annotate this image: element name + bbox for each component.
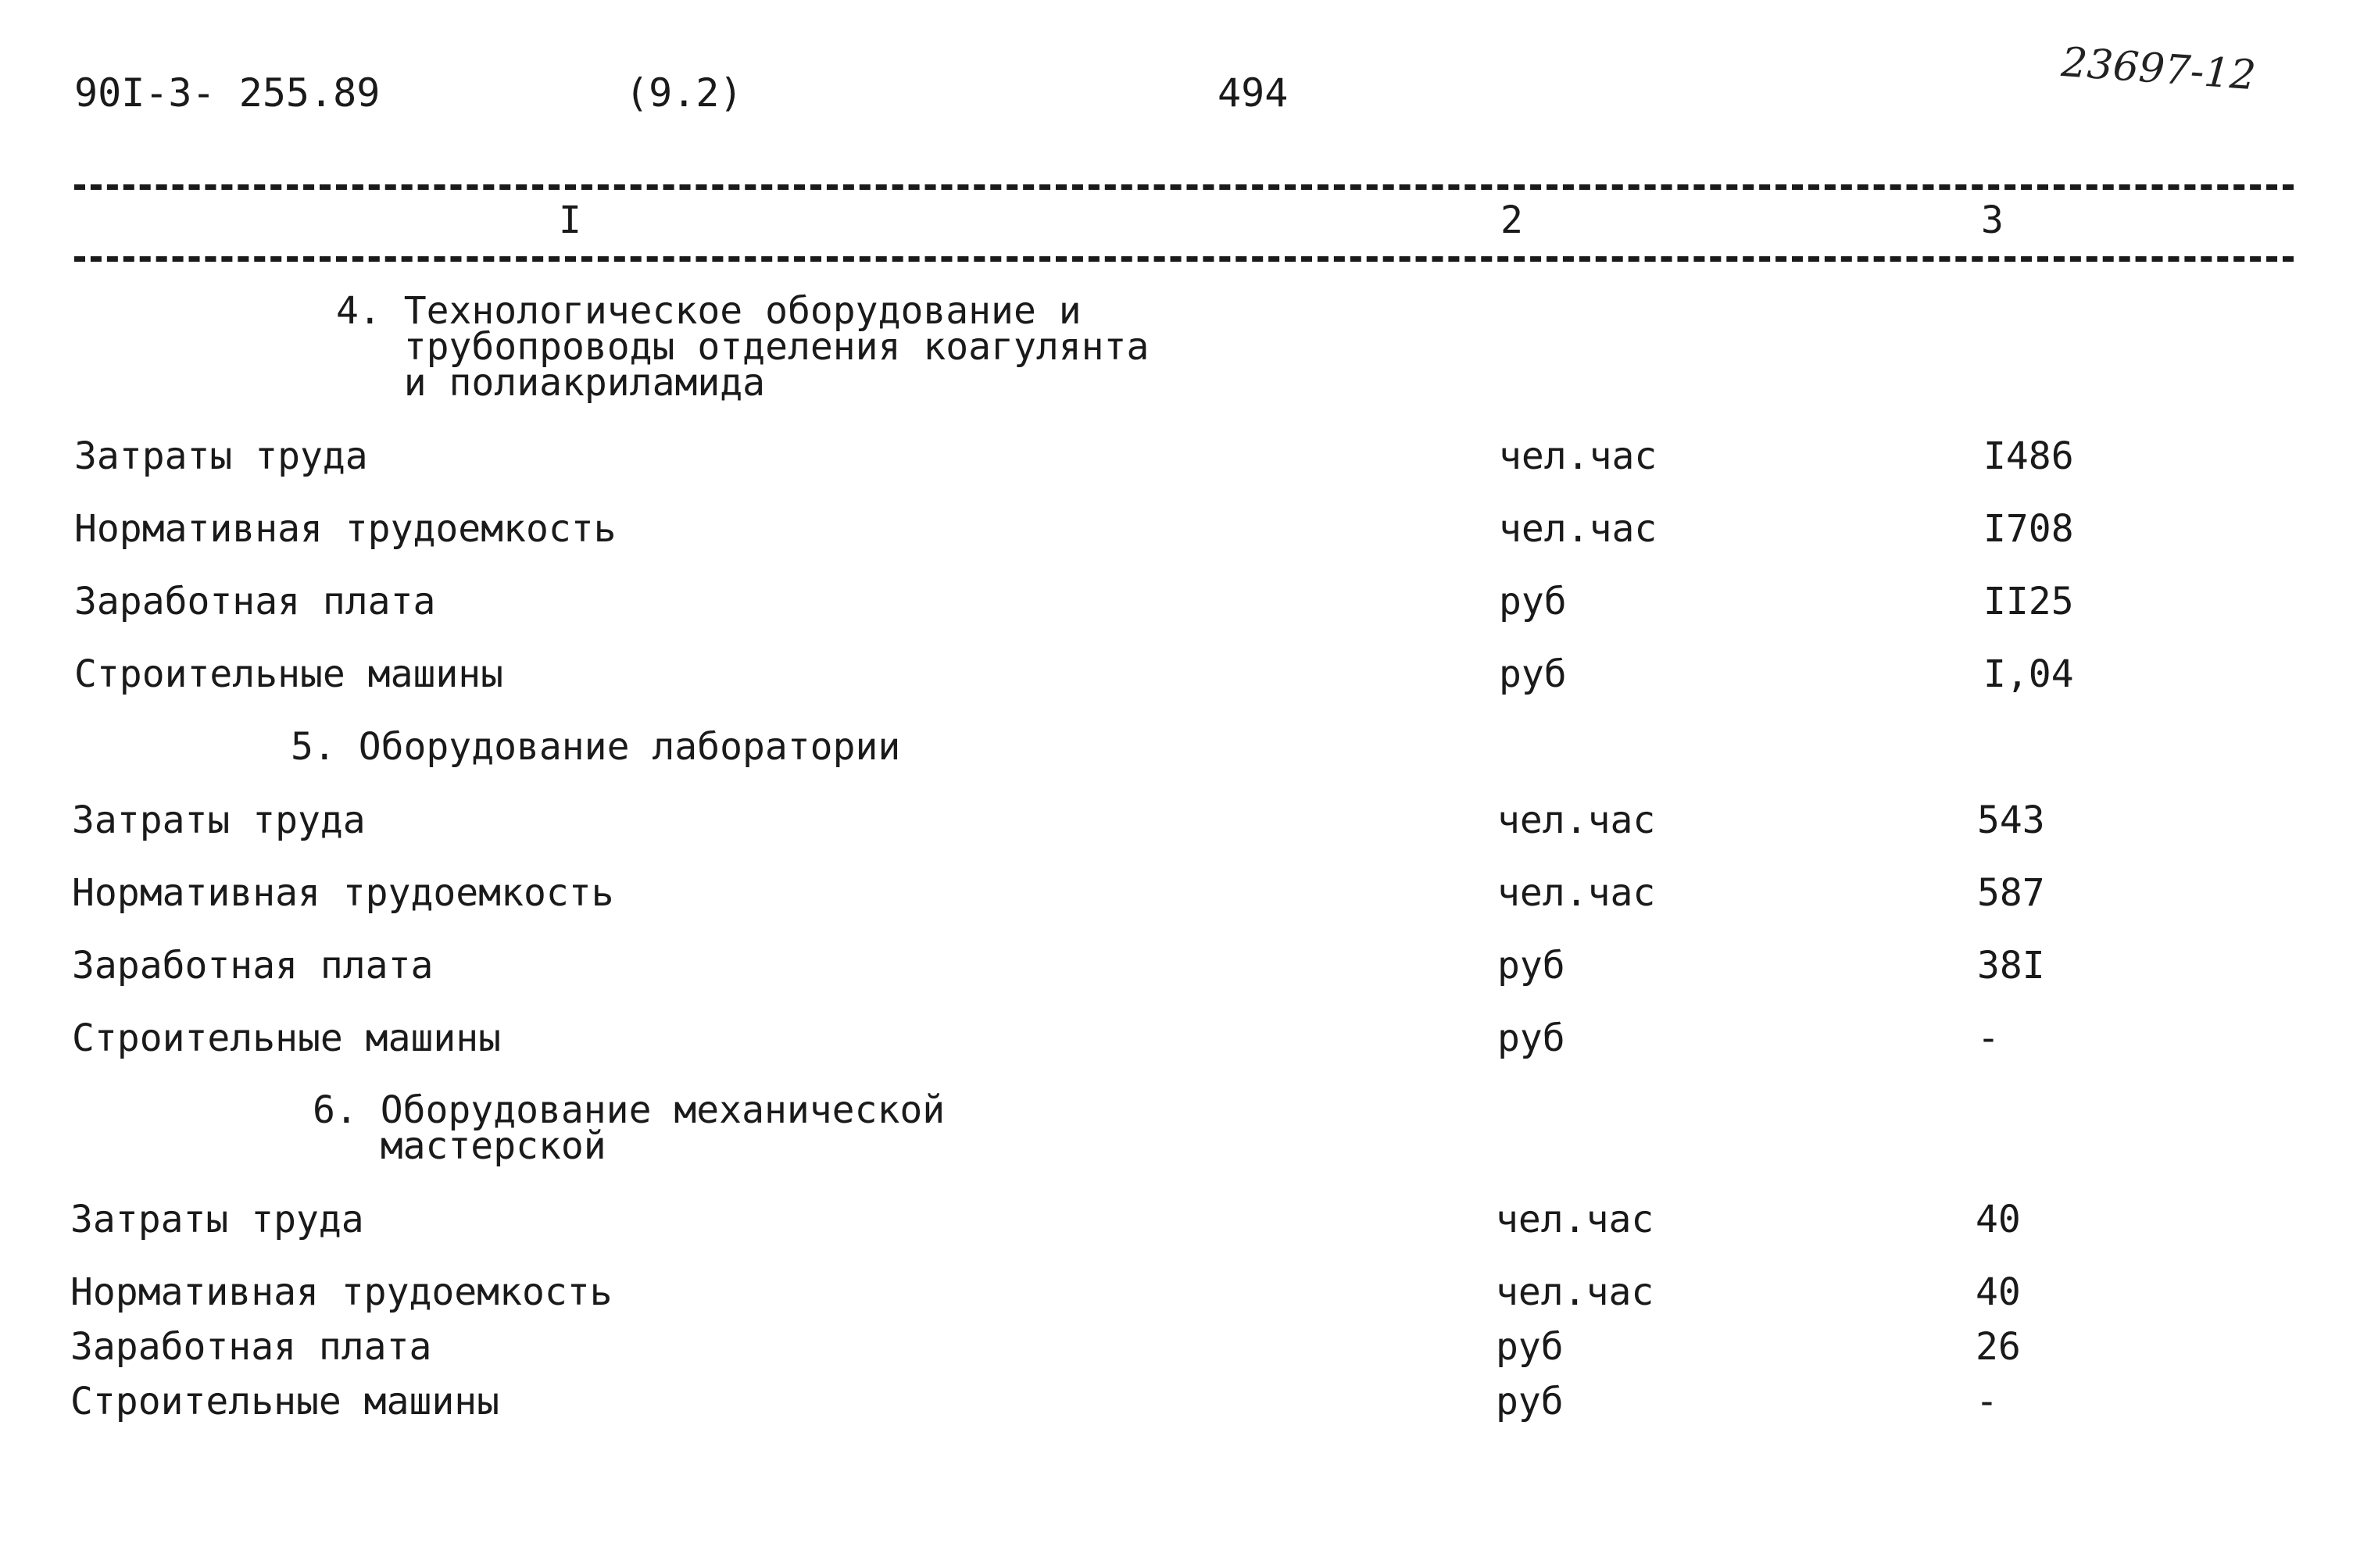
row-label: Затраты труда [72,798,366,842]
section-4-title [336,289,1150,405]
row-unit: чел.час [1499,434,1657,478]
section-number: (9.2) [625,70,743,116]
section-6-title [313,1088,946,1168]
row-value: - [1976,1380,1998,1423]
row-label: Заработная плата [72,944,434,988]
row-unit: руб [1499,580,1567,623]
row-unit: руб [1496,1380,1564,1423]
row-unit: руб [1497,1016,1565,1060]
row-unit: чел.час [1497,798,1656,842]
section-5-title [291,725,901,769]
row-value: 38I [1977,944,2045,988]
archive-stamp: 23697-12 [2059,39,2258,100]
section-title-line: 6. Оборудование механической [313,1088,946,1132]
header-rule-top [74,184,2294,190]
row-unit: руб [1496,1325,1564,1369]
row-label: Нормативная трудоемкость [74,507,617,551]
header-rule-bottom [74,256,2294,262]
row-label: Затраты труда [74,434,368,478]
row-value: - [1977,1016,2000,1060]
row-label: Заработная плата [74,580,436,623]
row-value: 40 [1976,1198,2021,1241]
row-value: II25 [1983,580,2074,623]
section-title-line: 5. Оборудование лаборатории [291,725,901,769]
column-heading-2: 2 [1500,198,1523,242]
row-label: Затраты труда [70,1198,364,1241]
row-unit: чел.час [1497,871,1656,915]
section-title-line: 4. Технологическое оборудование и [336,289,1082,333]
row-unit: чел.час [1496,1270,1654,1314]
row-label: Строительные машины [70,1380,500,1423]
row-label: Заработная плата [70,1325,432,1369]
row-value: 26 [1976,1325,2021,1369]
row-unit: чел.час [1499,507,1657,551]
row-value: I,04 [1983,652,2074,696]
row-label: Строительные машины [74,652,504,696]
row-label: Нормативная трудоемкость [70,1270,613,1314]
row-unit: чел.час [1496,1198,1654,1241]
column-heading-3: 3 [1981,198,2004,242]
document-code: 90I-3- 255.89 [74,70,381,116]
section-title-line: и полиакриламида [336,361,766,405]
section-title-line: трубопроводы отделения коагулянта [336,325,1150,369]
row-unit: руб [1497,944,1565,988]
row-unit: руб [1499,652,1567,696]
row-value: 40 [1976,1270,2021,1314]
section-title-line: мастерской [313,1124,606,1168]
column-heading-1: I [559,198,581,242]
row-value: I486 [1983,434,2074,478]
row-value: 543 [1977,798,2045,842]
row-label: Нормативная трудоемкость [72,871,614,915]
page-number: 494 [1218,70,1289,116]
row-value: I708 [1983,507,2074,551]
row-value: 587 [1977,871,2045,915]
row-label: Строительные машины [72,1016,502,1060]
